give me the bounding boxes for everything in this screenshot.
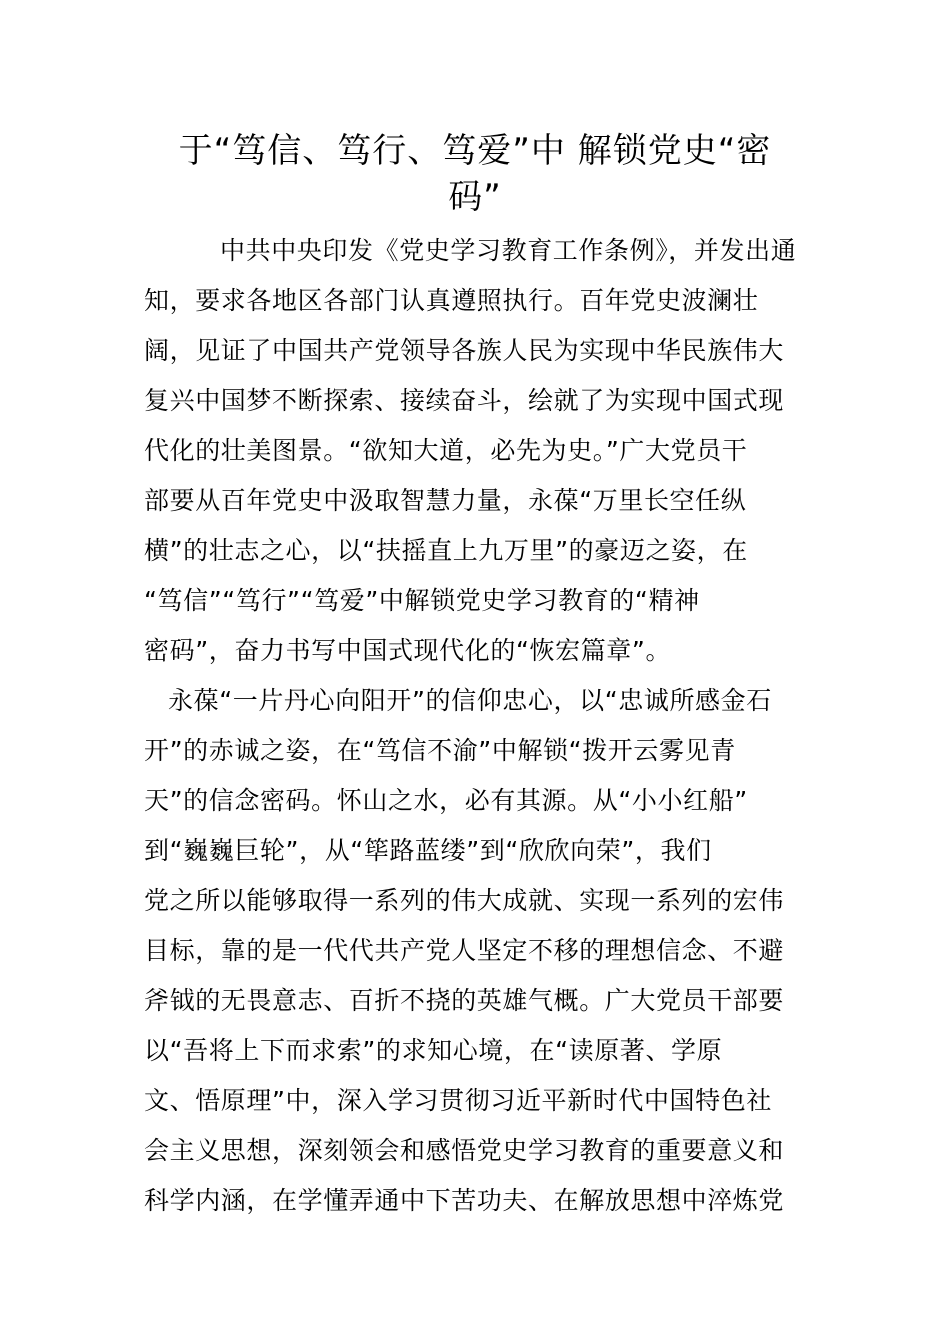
text-line: 中共中央印发《党史学习教育工作条例》，并发出通 bbox=[220, 236, 797, 265]
title-line: 于“笃信、笃行、笃爱”中 解锁党史“密 bbox=[178, 131, 772, 171]
paragraph-2 bbox=[144, 676, 810, 1226]
text-line: “笃信”“笃行”“笃爱”中解锁党史学习教育的“精神 bbox=[144, 586, 700, 615]
text-line: 目标，靠的是一代代共产党人坚定不移的理想信念、不避 bbox=[144, 936, 785, 965]
document-title bbox=[140, 128, 810, 220]
text-line: 密码”，奋力书写中国式现代化的“恢宏篇章”。 bbox=[144, 636, 672, 665]
text-line: 斧钺的无畏意志、百折不挠的英雄气概。广大党员干部要 bbox=[144, 986, 785, 1015]
text-line: 文、悟原理”中，深入学习贯彻习近平新时代中国特色社 bbox=[144, 1086, 772, 1115]
text-line: 到“巍巍巨轮”，从“筚路蓝缕”到“欣欣向荣”，我们 bbox=[144, 836, 712, 865]
text-line: 复兴中国梦不断探索、接续奋斗，绘就了为实现中国式现 bbox=[144, 386, 785, 415]
text-line: 以“吾将上下而求索”的求知心境，在“读原著、学原 bbox=[144, 1036, 723, 1065]
text-line: 代化的壮美图景。“欲知大道，必先为史。”广大党员干 bbox=[144, 436, 748, 465]
document-body bbox=[144, 226, 810, 1226]
text-line: 开”的赤诚之姿，在“笃信不渝”中解锁“拨开云雾见青 bbox=[144, 736, 736, 765]
text-line: 永葆“一片丹心向阳开”的信仰忠心，以“忠诚所感金石 bbox=[168, 686, 772, 715]
text-line: 阔，见证了中国共产党领导各族人民为实现中华民族伟大 bbox=[144, 336, 785, 365]
text-line: 知，要求各地区各部门认真遵照执行。百年党史波澜壮 bbox=[144, 286, 759, 315]
text-line: 党之所以能够取得一系列的伟大成就、实现一系列的宏伟 bbox=[144, 886, 785, 915]
text-line: 横”的壮志之心，以“扶摇直上九万里”的豪迈之姿，在 bbox=[144, 536, 748, 565]
text-line: 会主义思想，深刻领会和感悟党史学习教育的重要意义和 bbox=[144, 1136, 785, 1165]
paragraph-1 bbox=[144, 226, 810, 676]
text-line: 天”的信念密码。怀山之水，必有其源。从“小小红船” bbox=[144, 786, 748, 815]
text-line: 科学内涵，在学懂弄通中下苦功夫、在解放思想中淬炼党 bbox=[144, 1186, 785, 1215]
title-line: 码” bbox=[448, 177, 502, 217]
text-line: 部要从百年党史中汲取智慧力量，永葆“万里长空任纵 bbox=[144, 486, 747, 515]
